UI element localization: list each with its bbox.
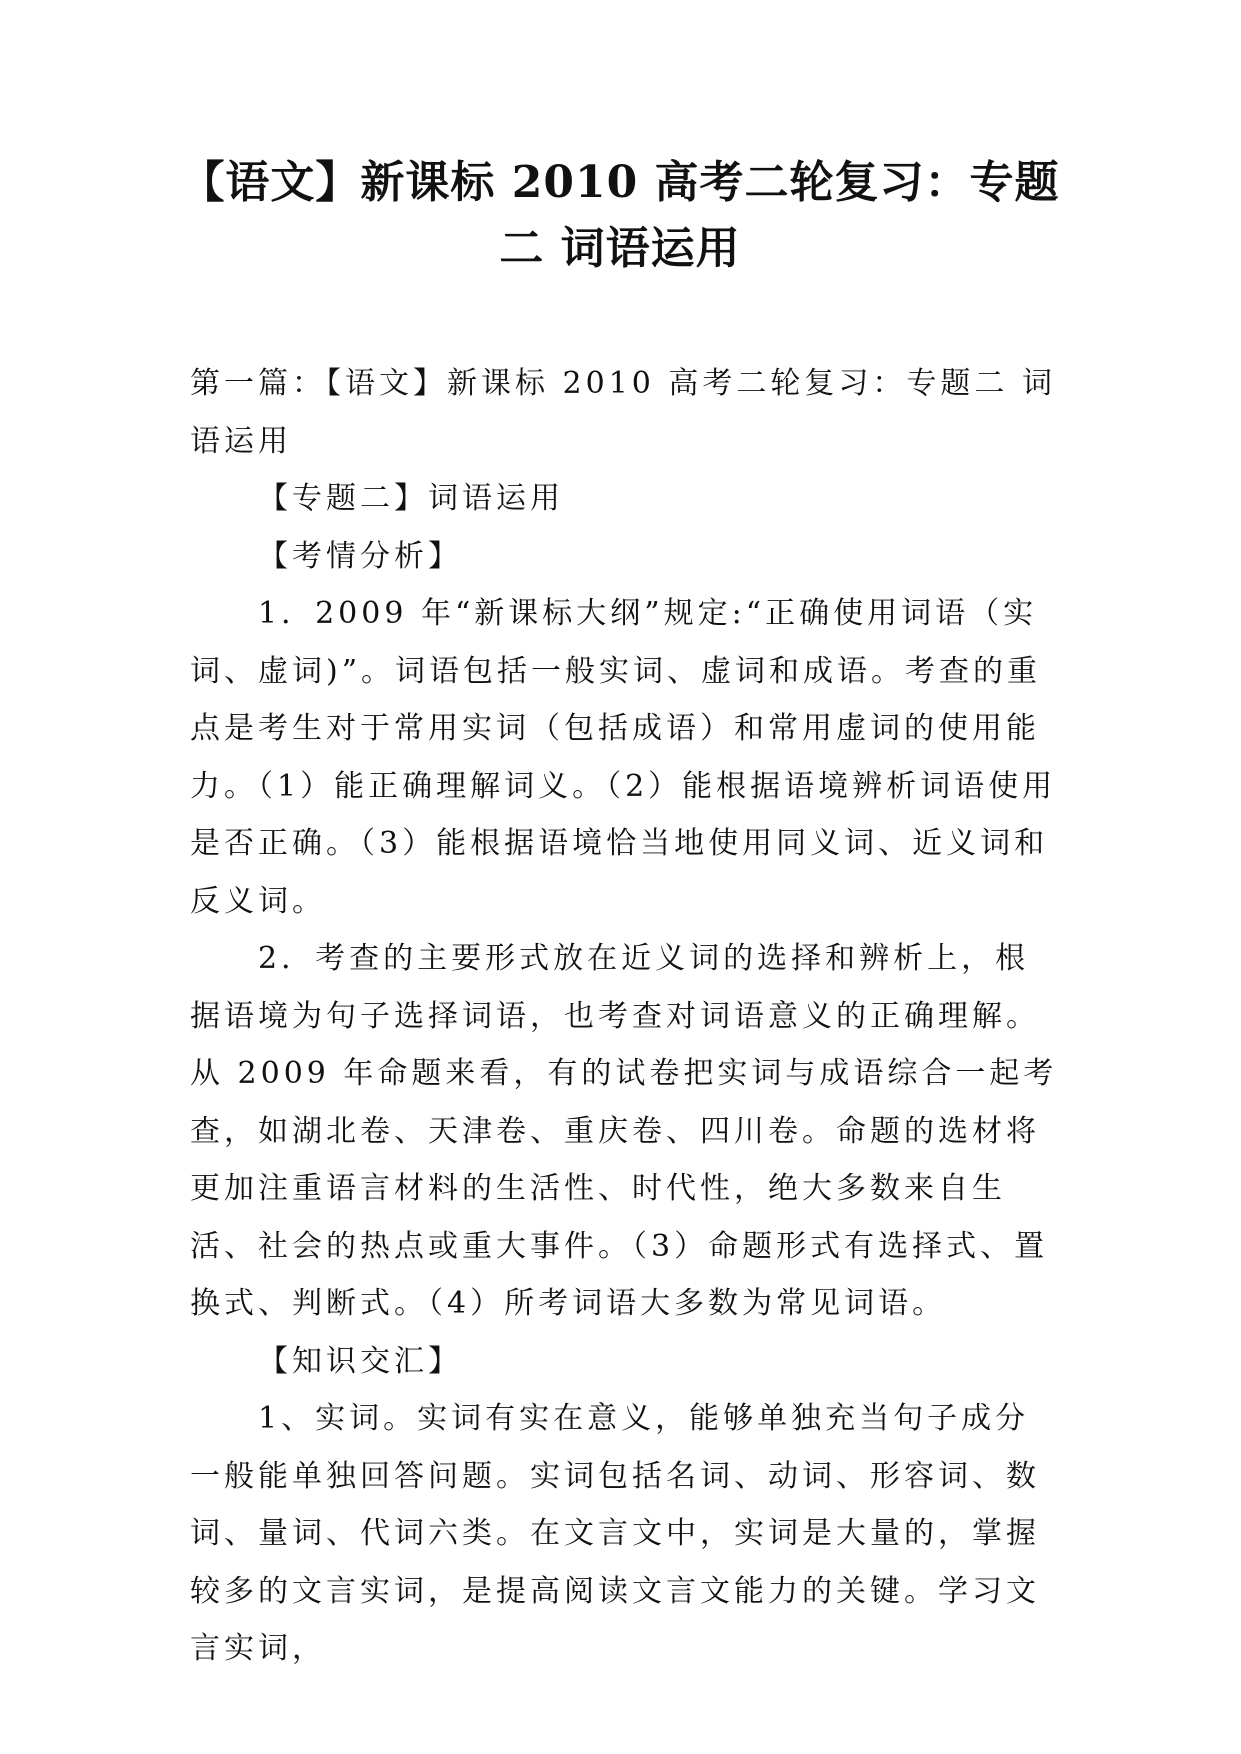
section-label-topic: 【专题二】词语运用 <box>258 481 564 516</box>
section-label-analysis: 【考情分析】 <box>258 538 462 574</box>
paragraph-heading: 第一篇：【语文】新课标 2010 高考二轮复习：专题二 词语运用 <box>190 366 1056 459</box>
document-body <box>190 355 1060 1678</box>
paragraph-point-1: 1．2009 年“新课标大纲”规定:“正确使用词语（实词、虚词)”。词语包括一般实词、虚词和成语。考查的重点是考生对于常用实词（包括成语）和常用虚词的使用能力。（1）能正确理解词义。（2）能根据语境辨析词语使用是否正确。（3）能根据语境恰当地使用同义词、近义词和反义词。 <box>190 596 1057 919</box>
document-title: 【语文】新课标 2010 高考二轮复习：专题二 词语运用 <box>180 157 1060 274</box>
paragraph-content-words: 1、实词。实词有实在意义，能够单独充当句子成分一般能单独回答问题。实词包括名词、动词、形容词、数词、量词、代词六类。在文言文中，实词是大量的，掌握较多的文言实词，是提高阅读文言文能力的关键。学习文言实词， <box>190 1401 1040 1666</box>
section-label-knowledge: 【知识交汇】 <box>258 1343 462 1379</box>
paragraph-point-2: 2．考查的主要形式放在近义词的选择和辨析上，根据语境为句子选择词语，也考查对词语意义的正确理解。从 2009 年命题来看，有的试卷把实词与成语综合一起考查，如湖北卷、天津卷、重庆卷、四川卷。命题的选材将更加注重语言材料的生活性、时代性，绝大多数来自生活、社会的热点或重大事件。（3）命题形式有选择式、置换式、判断式。（4）所考词语大多数为常见词语。 <box>190 941 1058 1321</box>
